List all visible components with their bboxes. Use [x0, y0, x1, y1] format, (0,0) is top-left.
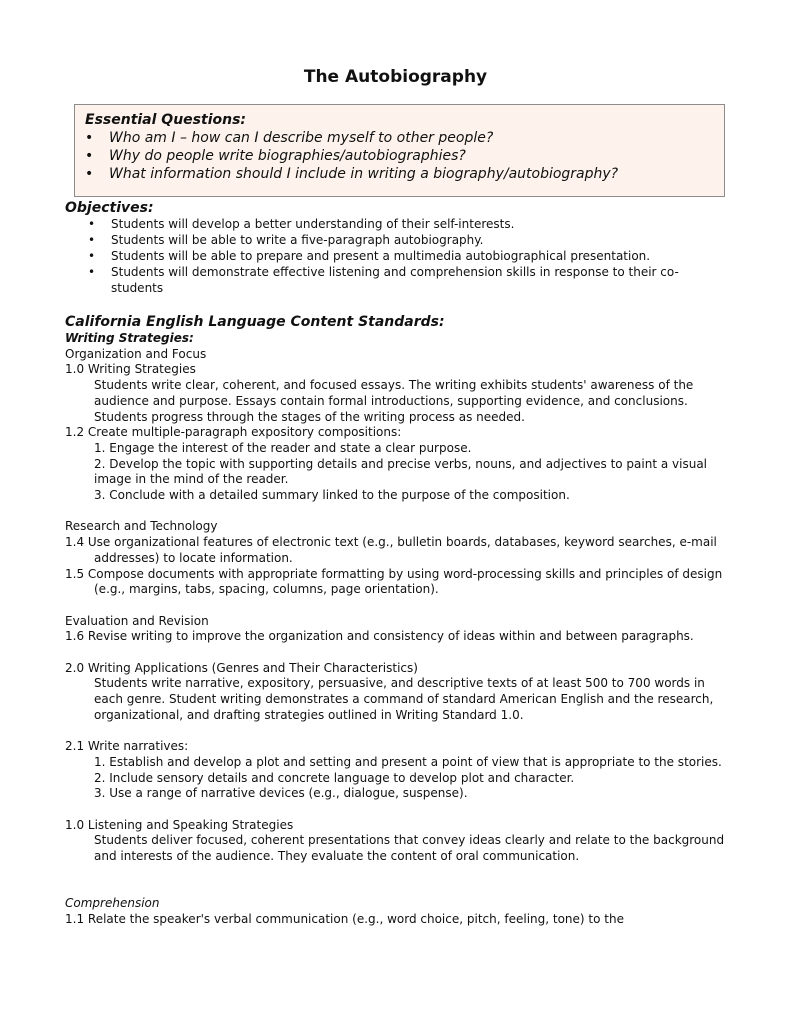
spacer: [65, 645, 735, 661]
objective-text: Students will be able to write a five-paragraph autobiography.: [111, 233, 484, 247]
standard-item: 1. Establish and develop a plot and setting and present a point of view that is appropriate to the stories.: [94, 754, 722, 769]
comprehension-heading: Comprehension: [65, 895, 160, 910]
standard-1-5: 1.5 Compose documents with appropriate formatting by using word-processing skills and principles of design (e.g., margins, tabs, spacing, columns, page orientation).: [65, 566, 723, 597]
essential-question-item: [85, 129, 724, 147]
objective-item: [88, 248, 728, 264]
objectives-heading: Objectives:: [65, 200, 154, 216]
standard-1-0-title: 1.0 Writing Strategies: [65, 362, 196, 377]
essential-question-text: What information should I include in writing a biography/autobiography?: [109, 166, 619, 182]
standard-item: 3. Conclude with a detailed summary linked to the purpose of the composition.: [94, 488, 570, 503]
spacer: [65, 504, 735, 520]
essential-question-item: [85, 147, 724, 165]
standard-1-4: 1.4 Use organizational features of electronic text (e.g., bulletin boards, databases, keyword searches, e-mail addresses) to locate information.: [65, 535, 717, 565]
essential-question-item: [85, 165, 724, 183]
bullet-icon: •: [85, 166, 94, 182]
standard-item: 3. Use a range of narrative devices (e.g., dialogue, suspense).: [94, 786, 468, 801]
standard-1-6: 1.6 Revise writing to improve the organization and consistency of ideas within and between paragraphs.: [65, 629, 694, 644]
organization-focus-heading: Organization and Focus: [65, 346, 207, 361]
spacer: [65, 865, 735, 896]
standards-section: [65, 313, 735, 927]
objective-text: Students will be able to prepare and present a multimedia autobiographical presentation.: [111, 249, 651, 263]
evaluation-revision-heading: Evaluation and Revision: [65, 613, 209, 628]
spacer: [65, 724, 735, 740]
standards-heading: California English Language Content Standards:: [65, 314, 445, 330]
objective-item: [88, 232, 728, 248]
listening-speaking-body: Students deliver focused, coherent presentations that convey ideas clearly and relate to the background and interests of the audience. They evaluate the content of oral communication.: [94, 833, 725, 864]
standard-1-0-body: Students write clear, coherent, and focused essays. The writing exhibits students' awareness of the audience and purpose. Essays contain formal introductions, supporting evidence, and conclusions. Students progress through the stages of the writing process as needed.: [94, 378, 694, 424]
essential-question-text: Why do people write biographies/autobiographies?: [109, 148, 466, 164]
objective-item: [88, 216, 728, 232]
research-technology-heading: Research and Technology: [65, 519, 218, 534]
standard-item: 1. Engage the interest of the reader and state a clear purpose.: [94, 440, 472, 455]
page-title: The Autobiography: [303, 67, 488, 87]
standard-item: 2. Include sensory details and concrete language to develop plot and character.: [94, 770, 575, 785]
objectives-list: [88, 216, 728, 296]
spacer: [65, 802, 735, 818]
bullet-icon: •: [88, 249, 96, 263]
essential-question-text: Who am I – how can I describe myself to other people?: [109, 130, 494, 146]
objective-text: Students will develop a better understanding of their self-interests.: [111, 217, 515, 231]
standard-2-1-title: 2.1 Write narratives:: [65, 739, 189, 754]
standard-item: 2. Develop the topic with supporting details and precise verbs, nouns, and adjectives to paint a visual image in the mind of the reader.: [94, 456, 708, 487]
writing-strategies-heading: Writing Strategies:: [65, 331, 194, 345]
standard-2-0-title: 2.0 Writing Applications (Genres and Their Characteristics): [65, 660, 418, 675]
objective-text: Students will demonstrate effective listening and comprehension skills in response to their co-students: [111, 265, 679, 295]
bullet-icon: •: [88, 265, 96, 279]
objective-item: [88, 264, 728, 296]
listening-speaking-title: 1.0 Listening and Speaking Strategies: [65, 817, 294, 832]
standard-1-2-title: 1.2 Create multiple-paragraph expository compositions:: [65, 425, 402, 440]
bullet-icon: •: [88, 233, 96, 247]
bullet-icon: •: [85, 148, 94, 164]
standard-2-0-body: Students write narrative, expository, persuasive, and descriptive texts of at least 500 to 700 words in each genre. Student writing demonstrates a command of standard American English and the research, organizational, and drafting strategies outlined in Writing Standard 1.0.: [94, 676, 714, 722]
essential-questions-box: [74, 104, 725, 197]
bullet-icon: •: [85, 130, 94, 146]
spacer: [65, 598, 735, 614]
bullet-icon: •: [88, 217, 96, 231]
essential-questions-heading: Essential Questions:: [85, 112, 247, 128]
comprehension-1-1: 1.1 Relate the speaker's verbal communication (e.g., word choice, pitch, feeling, tone) to the: [65, 911, 624, 926]
